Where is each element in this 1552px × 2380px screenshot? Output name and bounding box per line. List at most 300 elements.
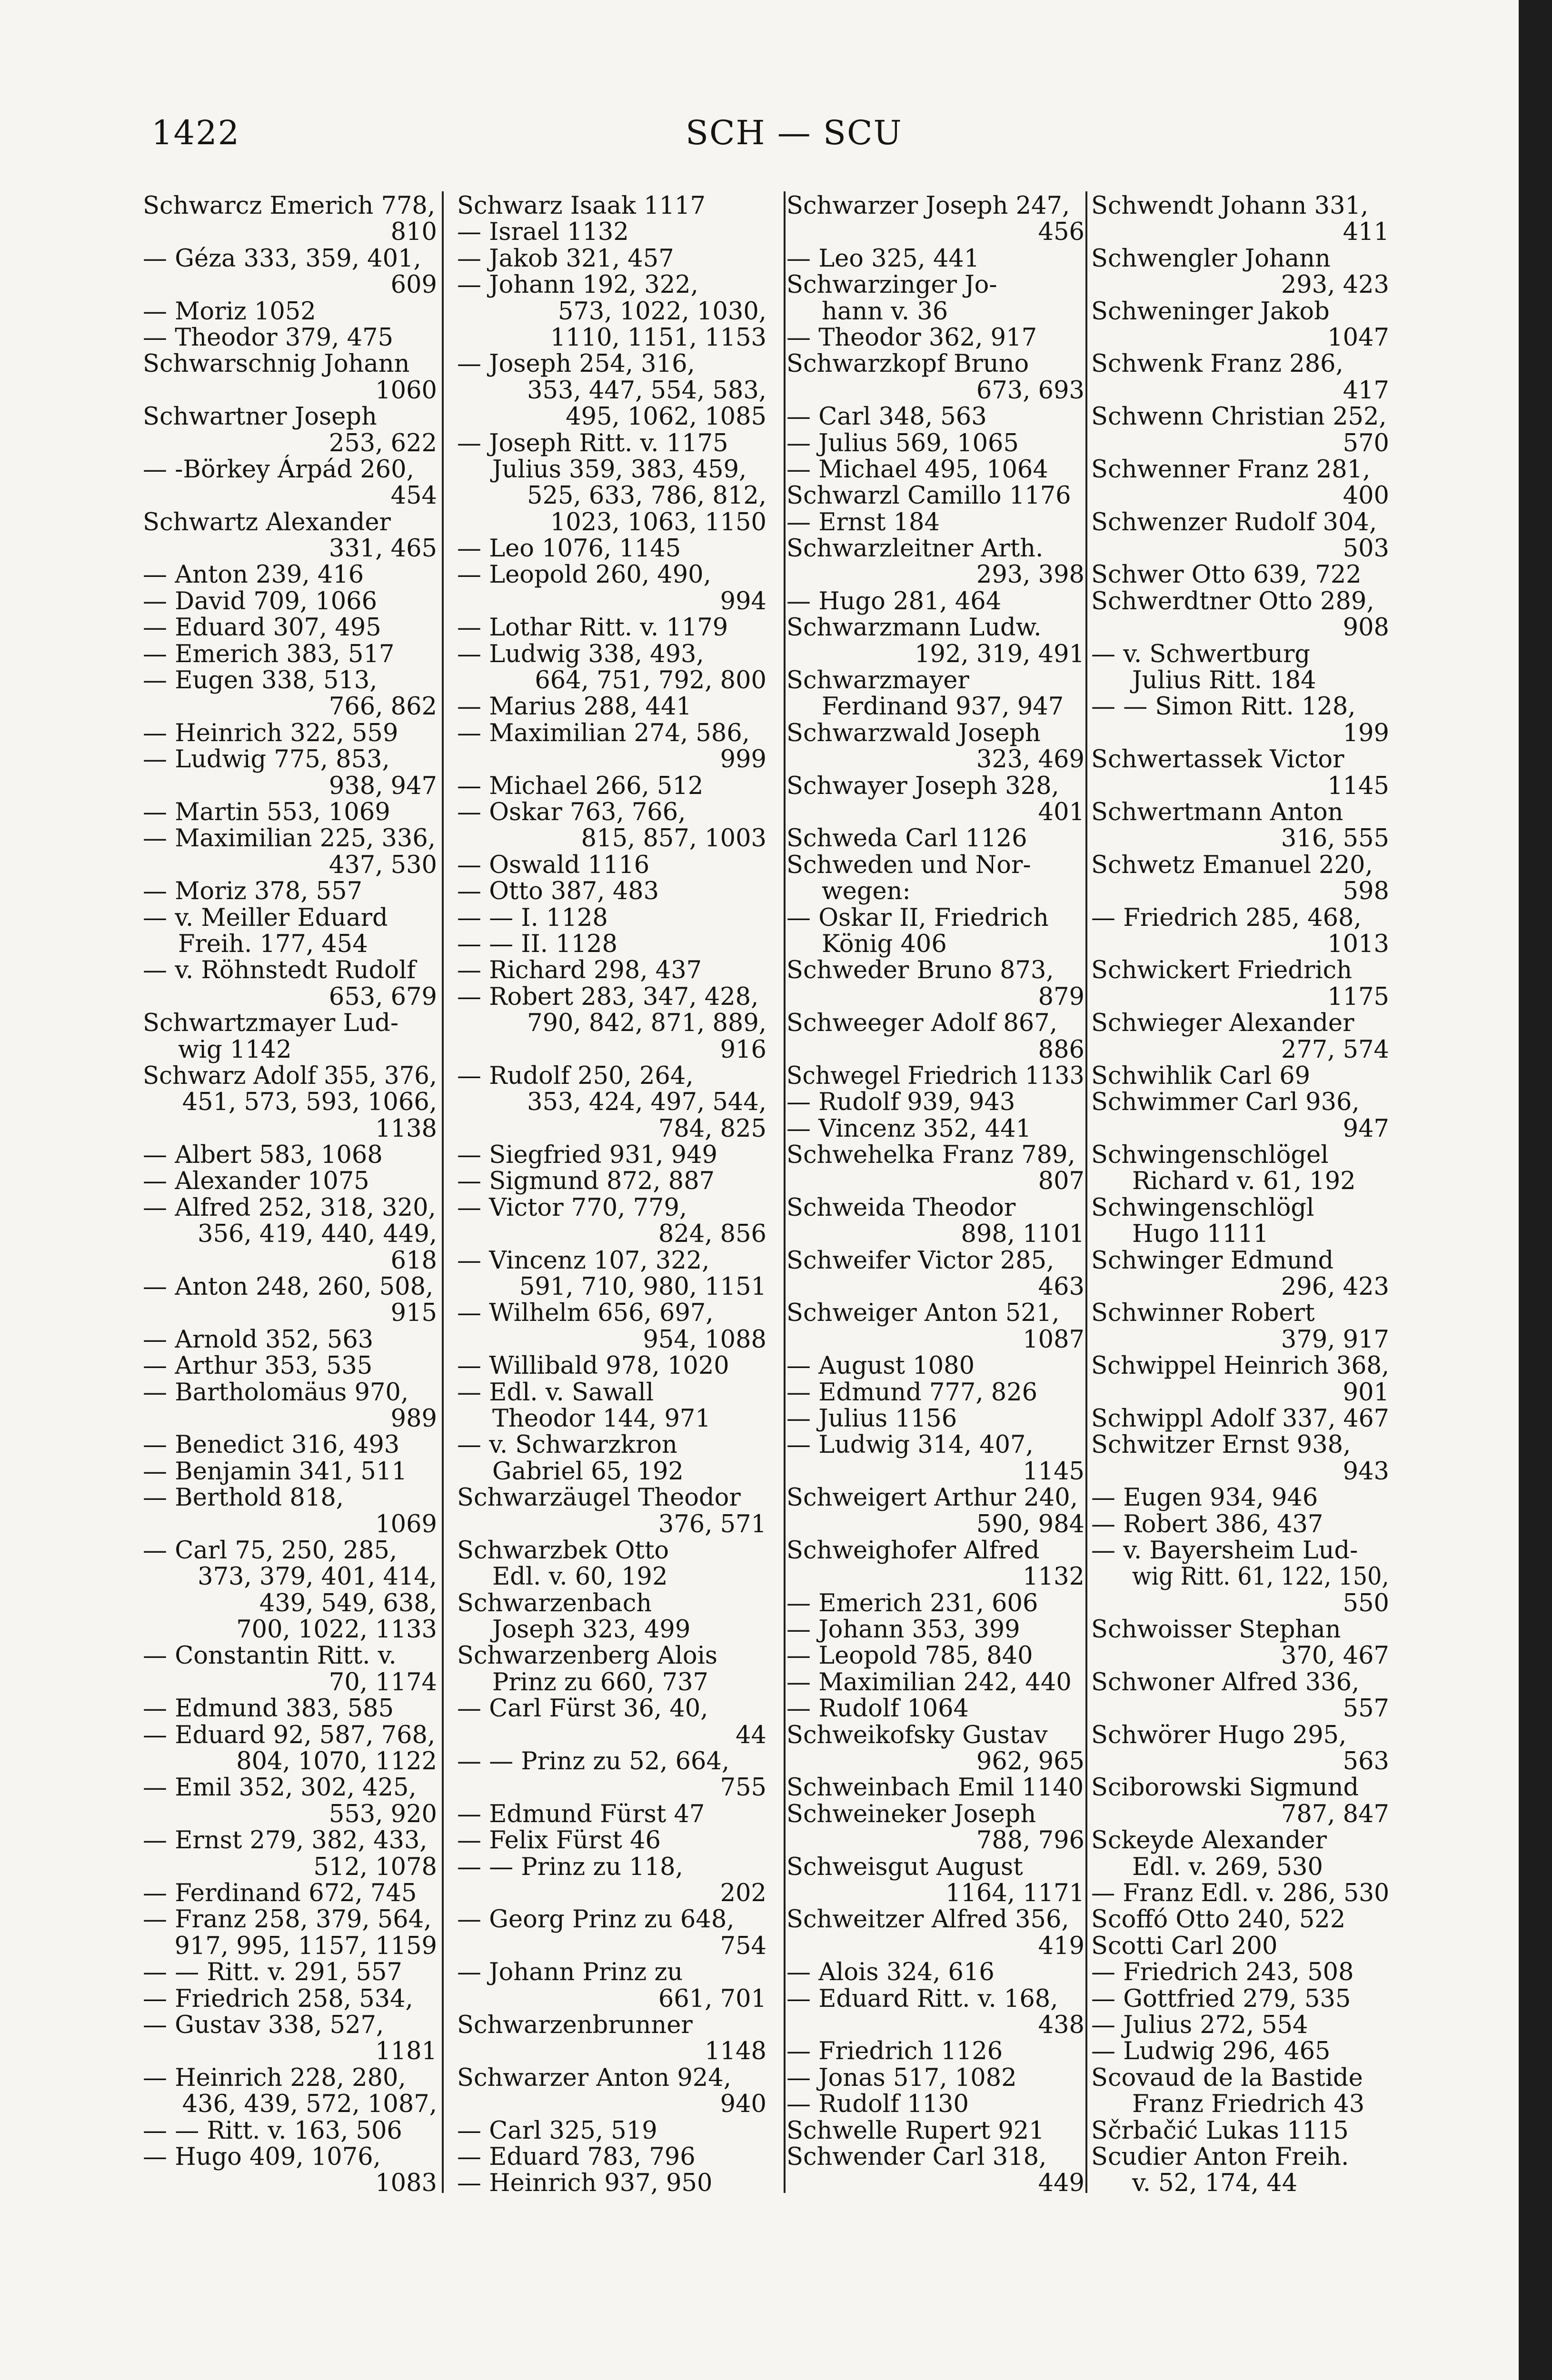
index-entry-text: 618 — [390, 1246, 437, 1275]
index-entry-line — [1091, 2091, 1389, 2117]
index-entry-line — [143, 325, 437, 351]
index-entry-text: v. 52, 174, 44 — [1132, 2169, 1298, 2198]
index-entry-text: Schwoner Alfred 336, — [1091, 1668, 1360, 1696]
index-entry-text: 449 — [1038, 2169, 1084, 2198]
index-entry-line — [1091, 1168, 1389, 1194]
index-entry-line — [143, 2065, 437, 2091]
index-entry-line — [786, 1300, 1084, 1326]
index-entry-line — [457, 694, 766, 720]
index-entry-line — [1091, 377, 1389, 404]
index-entry-line — [143, 1564, 437, 1590]
index-entry-line — [1091, 773, 1389, 799]
index-entry-text: 557 — [1343, 1695, 1389, 1723]
index-entry-text: 1181 — [375, 2037, 437, 2066]
index-entry-line — [457, 825, 766, 852]
index-entry-text: 807 — [1038, 1167, 1084, 1196]
index-entry-line — [457, 404, 766, 430]
index-entry-text: 1069 — [375, 1510, 437, 1538]
index-entry-line — [457, 667, 766, 694]
index-entry-text: 784, 825 — [658, 1114, 766, 1143]
index-entry-text: — v. Bayersheim Lud- — [1091, 1536, 1358, 1565]
index-entry-line — [143, 272, 437, 298]
index-entry-text: wig Ritt. 61, 122, 150, — [1132, 1563, 1389, 1591]
index-entry-text: 916 — [720, 1035, 766, 1064]
index-entry-text: König 406 — [822, 930, 947, 958]
index-entry-text: — Rudolf 1130 — [786, 2090, 969, 2119]
index-entry-line — [143, 2091, 437, 2117]
index-entry-text: Schwarzenbrunner — [457, 2011, 693, 2039]
index-entry-line — [143, 641, 437, 667]
index-entry-text: 766, 862 — [328, 693, 437, 721]
index-entry-text: Schwarzwald Joseph — [786, 719, 1041, 747]
index-entry-text: 512, 1078 — [313, 1853, 437, 1881]
index-entry-text: — Friedrich 258, 534, — [143, 1984, 413, 2013]
index-entry-text: Richard v. 61, 192 — [1132, 1167, 1356, 1196]
index-entry-text: — Leopold 260, 490, — [457, 561, 711, 589]
index-entry-line — [1091, 1063, 1389, 1089]
index-entry-text: — Israel 1132 — [457, 218, 629, 247]
index-entry-text: Schwarzl Camillo 1176 — [786, 482, 1071, 510]
index-entry-line — [457, 2170, 766, 2196]
index-entry-line — [143, 1696, 437, 1722]
index-entry-line — [1091, 1248, 1389, 1274]
index-entry-line — [457, 219, 766, 245]
index-entry-text: — — Prinz zu 52, 664, — [457, 1747, 730, 1776]
index-entry-line — [143, 1933, 437, 1959]
index-entry-line — [143, 1221, 437, 1247]
index-entry-line — [786, 825, 1084, 852]
index-entry-text: — Vincenz 107, 322, — [457, 1246, 710, 1275]
index-entry-line — [143, 193, 437, 219]
index-entry-text: Franz Friedrich 43 — [1132, 2090, 1365, 2119]
index-entry-line — [143, 1986, 437, 2012]
index-entry-text: 999 — [720, 745, 766, 774]
index-entry-text: — Ludwig 338, 493, — [457, 640, 704, 668]
index-entry-line — [786, 1353, 1084, 1379]
index-entry-text: Schwartner Joseph — [143, 403, 377, 431]
index-entry-text: 293, 423 — [1281, 271, 1389, 299]
index-entry-line — [1091, 2118, 1389, 2144]
index-entry-line — [1091, 1221, 1389, 1247]
index-entry-text: — Emerich 231, 606 — [786, 1589, 1038, 1617]
index-entry-line — [457, 2091, 766, 2117]
index-entry-text: 609 — [390, 271, 437, 299]
index-entry-line — [786, 1248, 1084, 1274]
index-entry-text: — Eduard 783, 796 — [457, 2142, 696, 2171]
column-divider — [1085, 191, 1087, 2193]
index-entry-line — [457, 1300, 766, 1326]
index-entry-line — [1091, 325, 1389, 351]
index-entry-line — [786, 1142, 1084, 1168]
index-entry-text: 1175 — [1327, 982, 1389, 1011]
index-entry-line — [1091, 641, 1389, 667]
index-entry-text: Schweder Bruno 873, — [786, 956, 1054, 985]
index-entry-text: — — I. 1128 — [457, 903, 608, 932]
index-entry-text: — v. Schwarzkron — [457, 1431, 677, 1459]
index-entry-text: Ferdinand 937, 947 — [822, 693, 1064, 721]
index-entry-line — [143, 1168, 437, 1194]
index-entry-text: — Ernst 279, 382, 433, — [143, 1826, 428, 1855]
index-entry-line — [457, 1248, 766, 1274]
index-entry-line — [457, 1116, 766, 1142]
index-entry-line — [457, 615, 766, 641]
index-entry-line — [786, 404, 1084, 430]
index-entry-line — [786, 957, 1084, 983]
index-entry-line — [143, 1537, 437, 1564]
index-entry-text: 940 — [720, 2090, 766, 2119]
index-entry-line — [786, 667, 1084, 694]
index-entry-text: Schwippl Adolf 337, 467 — [1091, 1404, 1389, 1433]
index-entry-line — [786, 1406, 1084, 1432]
index-entry-text: — Anton 248, 260, 508, — [143, 1273, 434, 1301]
index-entry-text: Scotti Carl 200 — [1091, 1932, 1278, 1960]
index-entry-text: 379, 917 — [1281, 1325, 1389, 1354]
index-entry-text: Schwarz Isaak 1117 — [457, 192, 706, 220]
index-entry-text: Scudier Anton Freih. — [1091, 2142, 1349, 2171]
index-entry-text: — Bartholomäus 970, — [143, 1378, 409, 1407]
index-entry-line — [143, 1142, 437, 1168]
index-entry-line — [786, 1037, 1084, 1063]
index-entry-line — [786, 1669, 1084, 1696]
index-entry-line — [786, 483, 1084, 509]
index-entry-text: — Vincenz 352, 441 — [786, 1114, 1032, 1143]
index-entry-text: — Friedrich 243, 508 — [1091, 1958, 1354, 1987]
index-entry-line — [457, 1643, 766, 1669]
index-entry-text: — Eduard 92, 587, 768, — [143, 1721, 436, 1749]
index-entry-line — [457, 1590, 766, 1616]
index-entry-line — [786, 1379, 1084, 1406]
index-entry-line — [143, 1353, 437, 1379]
index-entry-text: Sciborowski Sigmund — [1091, 1774, 1359, 1802]
index-entry-line — [786, 1880, 1084, 1906]
index-entry-line — [457, 536, 766, 562]
index-entry-text: 439, 549, 638, — [259, 1589, 437, 1617]
index-entry-text: Schwarzer Anton 924, — [457, 2063, 731, 2092]
index-entry-line — [1091, 1037, 1389, 1063]
index-entry-text: — Robert 283, 347, 428, — [457, 982, 759, 1011]
index-entry-text: Schwingenschlögl — [1091, 1193, 1314, 1222]
index-entry-line — [786, 351, 1084, 377]
index-entry-line — [143, 878, 437, 904]
index-entry-text: — Hugo 281, 464 — [786, 587, 1002, 615]
index-entry-line — [1091, 1195, 1389, 1221]
index-entry-text: 962, 965 — [976, 1747, 1084, 1776]
index-entry-text: Schweida Theodor — [786, 1193, 1016, 1222]
index-entry-line — [786, 2091, 1084, 2117]
index-entry-line — [143, 905, 437, 931]
index-entry-line — [143, 1775, 437, 1801]
index-entry-text: Schwarzenbach — [457, 1589, 652, 1617]
index-entry-text: Schweisgut August — [786, 1853, 1023, 1881]
index-entry-text: Schwartzmayer Lud- — [143, 1009, 399, 1038]
index-entry-text: 804, 1070, 1122 — [236, 1747, 437, 1776]
index-entry-line — [786, 1010, 1084, 1036]
index-entry-text: 917, 995, 1157, 1159 — [174, 1932, 437, 1960]
index-entry-text: Prinz zu 660, 737 — [492, 1668, 708, 1696]
index-entry-text: — Oskar 763, 766, — [457, 798, 686, 826]
index-entry-text: — Alexander 1075 — [143, 1167, 369, 1196]
index-entry-line — [457, 298, 766, 325]
index-entry-line — [786, 1221, 1084, 1247]
index-entry-line — [457, 1906, 766, 1933]
index-entry-line — [143, 694, 437, 720]
index-entry-text: 1087 — [1023, 1325, 1084, 1354]
index-entry-text: 438 — [1038, 2011, 1084, 2039]
index-entry-text: — — Ritt. v. 163, 506 — [143, 2116, 402, 2145]
index-entry-line — [786, 272, 1084, 298]
index-entry-line — [457, 1748, 766, 1775]
index-entry-line — [143, 1458, 437, 1485]
index-entry-text: 370, 467 — [1281, 1642, 1389, 1670]
index-entry-text: — Carl Fürst 36, 40, — [457, 1695, 708, 1723]
index-entry-text: — Gottfried 279, 535 — [1091, 1984, 1351, 2013]
index-entry-line — [1091, 1775, 1389, 1801]
index-entry-text: 323, 469 — [976, 745, 1084, 774]
index-entry-line — [1091, 2012, 1389, 2038]
index-entry-line — [1091, 219, 1389, 245]
index-entry-text: Schwartz Alexander — [143, 508, 391, 536]
index-entry-line — [143, 536, 437, 562]
index-entry-line — [786, 2170, 1084, 2196]
index-entry-line — [457, 1010, 766, 1036]
index-entry-line — [1091, 1300, 1389, 1326]
index-entry-line — [1091, 1511, 1389, 1537]
index-entry-line — [1091, 1353, 1389, 1379]
index-entry-line — [457, 852, 766, 878]
index-entry-text: — Albert 583, 1068 — [143, 1141, 383, 1170]
index-entry-text: 989 — [390, 1404, 437, 1433]
column-divider — [784, 191, 786, 2193]
index-entry-line — [457, 1801, 766, 1827]
index-entry-text: — Jonas 517, 1082 — [786, 2063, 1017, 2092]
index-entry-line — [1091, 667, 1389, 694]
index-entry-line — [143, 1880, 437, 1906]
index-entry-line — [457, 773, 766, 799]
index-entry-line — [786, 641, 1084, 667]
index-entry-text: 503 — [1343, 535, 1389, 563]
index-entry-line — [143, 1116, 437, 1142]
index-entry-line — [1091, 2144, 1389, 2170]
index-entry-line — [1091, 483, 1389, 509]
index-entry-line — [1091, 1880, 1389, 1906]
index-entry-line — [457, 1511, 766, 1537]
index-entry-text: 700, 1022, 1133 — [236, 1616, 437, 1644]
index-entry-line — [786, 1089, 1084, 1115]
index-entry-text: Schweninger Jakob — [1091, 297, 1330, 326]
index-entry-text: 277, 574 — [1281, 1035, 1389, 1064]
index-entry-text: 376, 571 — [658, 1510, 766, 1538]
index-entry-text: — Otto 387, 483 — [457, 877, 659, 906]
index-entry-text: — v. Schwertburg — [1091, 640, 1310, 668]
index-entry-text: 70, 1174 — [328, 1668, 437, 1696]
index-entry-text: — Franz 258, 379, 564, — [143, 1905, 432, 1934]
index-entry-text: — Wilhelm 656, 697, — [457, 1299, 714, 1328]
index-entry-text: Schwarzinger Jo- — [786, 271, 997, 299]
index-entry-line — [1091, 1669, 1389, 1696]
index-entry-text: 550 — [1343, 1589, 1389, 1617]
index-entry-line — [786, 1986, 1084, 2012]
index-entry-text: Schweifer Victor 285, — [786, 1246, 1055, 1275]
index-entry-text: — Anton 239, 416 — [143, 561, 364, 589]
index-entry-text: 436, 439, 572, 1087, — [182, 2090, 437, 2119]
index-entry-line — [143, 2118, 437, 2144]
index-entry-line — [1091, 799, 1389, 825]
index-entry-line — [457, 325, 766, 351]
index-entry-text: 1132 — [1023, 1563, 1084, 1591]
index-entry-text: — Leo 1076, 1145 — [457, 535, 681, 563]
index-entry-line — [143, 562, 437, 588]
index-entry-line — [786, 1801, 1084, 1827]
index-entry-line — [143, 1327, 437, 1353]
index-entry-text: 1110, 1151, 1153 — [550, 323, 766, 352]
index-entry-line — [786, 509, 1084, 536]
index-entry-line — [457, 1669, 766, 1696]
index-entry-text: — Eduard 307, 495 — [143, 614, 381, 642]
index-entry-line — [143, 1669, 437, 1696]
index-entry-text: — Theodor 362, 917 — [786, 323, 1037, 352]
index-entry-text: Schwenner Franz 281, — [1091, 455, 1371, 484]
index-entry-text: Schweden und Nor- — [786, 851, 1031, 879]
index-entry-line — [143, 1827, 437, 1854]
index-entry-line — [1091, 1116, 1389, 1142]
index-entry-line — [1091, 2038, 1389, 2064]
index-entry-line — [1091, 746, 1389, 773]
index-entry-text: — Julius 1156 — [786, 1404, 957, 1433]
index-entry-line — [1091, 1590, 1389, 1616]
index-entry-text: — Lothar Ritt. v. 1179 — [457, 614, 728, 642]
index-entry-text: Freih. 177, 454 — [178, 930, 368, 958]
index-entry-line — [786, 456, 1084, 483]
index-entry-line — [786, 298, 1084, 325]
index-entry-text: — Benedict 316, 493 — [143, 1431, 400, 1459]
index-entry-text: — Jakob 321, 457 — [457, 244, 674, 273]
index-entry-line — [143, 509, 437, 536]
index-entry-text: 810 — [390, 218, 437, 247]
index-entry-text: — Heinrich 228, 280, — [143, 2063, 406, 2092]
index-entry-line — [1091, 615, 1389, 641]
index-entry-text: Schwetz Emanuel 220, — [1091, 851, 1373, 879]
index-entry-text: Schwihlik Carl 69 — [1091, 1061, 1311, 1090]
index-entry-line — [786, 773, 1084, 799]
index-entry-line — [457, 1406, 766, 1432]
index-entry-text: 401 — [1038, 798, 1084, 826]
index-entry-text: 570 — [1343, 429, 1389, 457]
index-entry-line — [786, 1616, 1084, 1643]
index-entry-line — [143, 746, 437, 773]
index-entry-text: 664, 751, 792, 800 — [535, 666, 766, 695]
index-entry-text: — Johann Prinz zu — [457, 1958, 683, 1987]
index-entry-line — [457, 377, 766, 404]
index-entry-text: — Arthur 353, 535 — [143, 1352, 373, 1380]
index-column — [1091, 193, 1389, 2197]
index-entry-text: Schwengler Johann — [1091, 244, 1331, 273]
index-entry-line — [457, 588, 766, 615]
index-entry-text: — Franz Edl. v. 286, 530 — [1091, 1879, 1390, 1907]
index-entry-text: — Johann 353, 399 — [786, 1616, 1020, 1644]
index-entry-line — [786, 1775, 1084, 1801]
index-entry-text: 192, 319, 491 — [915, 640, 1084, 668]
index-entry-line — [1091, 825, 1389, 852]
index-entry-line — [457, 483, 766, 509]
index-entry-line — [786, 1063, 1084, 1089]
index-entry-text: — Eugen 934, 946 — [1091, 1484, 1318, 1512]
index-entry-text: 437, 530 — [328, 851, 437, 879]
index-entry-text: 598 — [1343, 877, 1389, 906]
page-number: 1422 — [151, 113, 240, 152]
index-entry-line — [1091, 404, 1389, 430]
index-entry-line — [143, 1063, 437, 1089]
index-entry-line — [786, 1748, 1084, 1775]
index-entry-line — [786, 1327, 1084, 1353]
index-entry-text: Schwitzer Ernst 938, — [1091, 1431, 1351, 1459]
index-entry-line — [457, 456, 766, 483]
index-entry-line — [457, 746, 766, 773]
index-entry-text: — Alfred 252, 318, 320, — [143, 1193, 436, 1222]
index-entry-text: Schwarzbek Otto — [457, 1536, 669, 1565]
index-entry-text: 419 — [1038, 1932, 1084, 1960]
index-entry-line — [457, 1485, 766, 1511]
index-entry-line — [143, 1010, 437, 1036]
index-entry-text: 1083 — [375, 2169, 437, 2198]
index-entry-text: Joseph 323, 499 — [492, 1616, 691, 1644]
index-entry-text: Julius Ritt. 184 — [1132, 666, 1316, 695]
index-entry-text: Schwer Otto 639, 722 — [1091, 561, 1362, 589]
index-entry-line — [786, 694, 1084, 720]
index-entry-text: Edl. v. 60, 192 — [492, 1563, 668, 1591]
index-entry-line — [457, 1564, 766, 1590]
index-entry-line — [786, 1827, 1084, 1854]
index-entry-line — [1091, 1696, 1389, 1722]
index-entry-line — [786, 1906, 1084, 1933]
index-entry-text: 661, 701 — [658, 1984, 766, 2013]
index-entry-line — [1091, 1722, 1389, 1748]
index-entry-line — [786, 1485, 1084, 1511]
index-entry-text: — Maximilian 242, 440 — [786, 1668, 1072, 1696]
index-entry-text: Schwippel Heinrich 368, — [1091, 1352, 1389, 1380]
index-entry-text: Scoffó Otto 240, 522 — [1091, 1905, 1346, 1934]
index-entry-line — [1091, 272, 1389, 298]
index-entry-text: 293, 398 — [976, 561, 1084, 589]
index-entry-line — [143, 1748, 437, 1775]
index-entry-text: — Joseph 254, 316, — [457, 350, 695, 378]
index-entry-text: Schwehelka Franz 789, — [786, 1141, 1075, 1170]
index-entry-text: Schweiger Anton 521, — [786, 1299, 1060, 1328]
index-column — [457, 193, 766, 2197]
index-entry-line — [786, 1590, 1084, 1616]
index-entry-line — [786, 2012, 1084, 2038]
index-entry-text: — Berthold 818, — [143, 1484, 344, 1512]
index-entry-text: 356, 419, 440, 449, — [198, 1220, 437, 1249]
index-entry-line — [457, 1827, 766, 1854]
index-entry-text: Schwimmer Carl 936, — [1091, 1088, 1360, 1117]
index-entry-line — [457, 1722, 766, 1748]
index-entry-line — [1091, 1274, 1389, 1300]
index-entry-line — [143, 984, 437, 1010]
index-entry-text: Schwenzer Rudolf 304, — [1091, 508, 1377, 536]
index-entry-text: — Carl 348, 563 — [786, 403, 987, 431]
index-entry-line — [457, 430, 766, 456]
index-entry-text: — Benjamin 341, 511 — [143, 1457, 407, 1486]
index-entry-line — [457, 957, 766, 983]
index-entry-line — [143, 1959, 437, 1985]
index-entry-line — [786, 219, 1084, 245]
index-entry-text: — Moriz 378, 557 — [143, 877, 363, 906]
index-entry-line — [1091, 1537, 1389, 1564]
index-entry-line — [786, 377, 1084, 404]
index-entry-text: 886 — [1038, 1035, 1084, 1064]
page-title: SCH — SCU — [686, 113, 903, 152]
index-entry-line — [786, 1195, 1084, 1221]
